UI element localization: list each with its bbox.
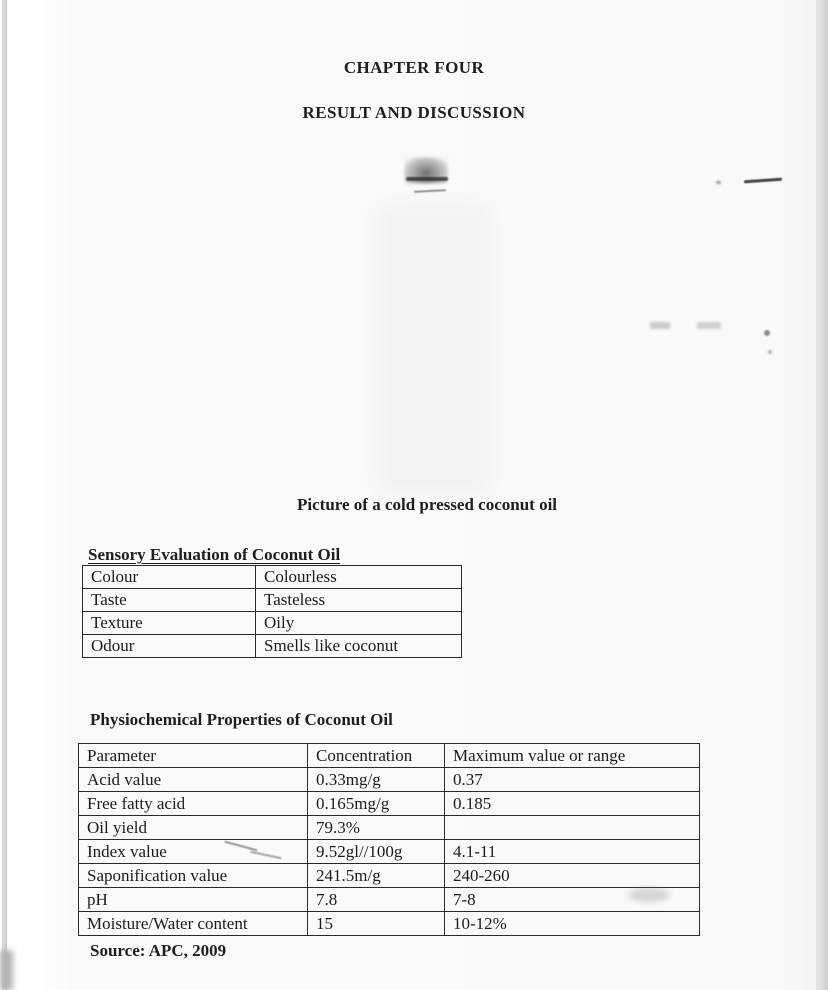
maximum-cell <box>445 816 700 840</box>
figure-caption: Picture of a cold pressed coconut oil <box>297 495 558 514</box>
parameter-cell: pH <box>79 888 308 912</box>
concentration-cell: 9.52gl//100g <box>308 840 445 864</box>
table-row <box>83 589 462 612</box>
ink-dot <box>764 330 770 336</box>
table-row <box>83 612 462 635</box>
table-row <box>79 912 700 936</box>
concentration-cell: 7.8 <box>308 888 445 912</box>
concentration-cell: 79.3% <box>308 816 445 840</box>
maximum-cell: 4.1-11 <box>445 840 700 864</box>
section-heading: RESULT AND DISCUSSION <box>302 103 526 122</box>
concentration-cell: 0.33mg/g <box>308 768 445 792</box>
sensory-value: Colourless <box>256 566 462 589</box>
sensory-attribute: Taste <box>83 589 256 612</box>
scan-corner-shadow <box>0 950 13 990</box>
concentration-cell: 0.165mg/g <box>308 792 445 816</box>
bottle-cap-dash <box>414 189 446 193</box>
sensory-value: Oily <box>256 612 462 635</box>
physio-table-title: Physiochemical Properties of Coconut Oil <box>90 710 393 729</box>
scan-right-edge <box>816 0 828 990</box>
maximum-cell: 10-12% <box>445 912 700 936</box>
parameter-cell: Saponification value <box>79 864 308 888</box>
pen-speck-mark <box>716 181 721 184</box>
scan-left-edge <box>2 0 7 990</box>
table-header-row <box>79 744 700 768</box>
table-row <box>79 792 700 816</box>
maximum-cell: 240-260 <box>445 864 700 888</box>
ink-dot <box>768 350 772 354</box>
maximum-cell: 7-8 <box>445 888 700 912</box>
table-row <box>79 888 700 912</box>
concentration-cell: 241.5m/g <box>308 864 445 888</box>
parameter-cell: Free fatty acid <box>79 792 308 816</box>
table-row <box>83 566 462 589</box>
column-header-parameter: Parameter <box>79 744 308 768</box>
chapter-heading: CHAPTER FOUR <box>343 58 485 77</box>
sensory-value: Tasteless <box>256 589 462 612</box>
table-row <box>79 816 700 840</box>
parameter-cell: Oil yield <box>79 816 308 840</box>
column-header-maximum: Maximum value or range <box>445 744 700 768</box>
table-row <box>79 840 700 864</box>
sensory-table-title: Sensory Evaluation of Coconut Oil <box>88 545 341 564</box>
parameter-cell: Moisture/Water content <box>79 912 308 936</box>
parameter-cell: Index value <box>79 840 308 864</box>
pen-dash-mark <box>744 178 782 184</box>
sensory-attribute: Colour <box>83 566 256 589</box>
faint-pencil-mark <box>697 322 721 329</box>
sensory-attribute: Texture <box>83 612 256 635</box>
faint-pencil-mark <box>650 322 670 329</box>
bottle-cap-shadow <box>406 177 448 181</box>
table-row <box>79 864 700 888</box>
concentration-cell: 15 <box>308 912 445 936</box>
parameter-cell: Acid value <box>79 768 308 792</box>
column-header-concentration: Concentration <box>308 744 445 768</box>
sensory-evaluation-table <box>82 565 462 658</box>
paper-smudge <box>628 888 670 902</box>
table-row <box>83 635 462 658</box>
source-note: Source: APC, 2009 <box>90 941 227 960</box>
physiochemical-properties-table <box>78 743 700 936</box>
sensory-attribute: Odour <box>83 635 256 658</box>
table-row <box>79 768 700 792</box>
sensory-value: Smells like coconut <box>256 635 462 658</box>
maximum-cell: 0.37 <box>445 768 700 792</box>
coconut-oil-bottle-photo <box>378 205 490 493</box>
maximum-cell: 0.185 <box>445 792 700 816</box>
